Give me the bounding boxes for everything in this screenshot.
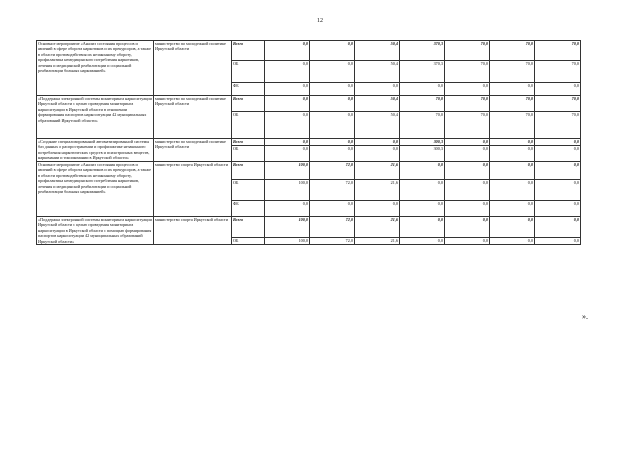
amount-cell: 0,0: [355, 201, 400, 217]
executor-cell: министерство спорта Иркутской области: [154, 162, 232, 217]
amount-cell: 50,4: [355, 41, 400, 61]
amount-cell: 0,0: [445, 180, 490, 201]
amount-cell: 0,0: [400, 238, 445, 245]
amount-cell: 100,0: [265, 217, 310, 238]
amount-cell: 0,0: [535, 217, 581, 238]
amount-cell: 0,0: [535, 201, 581, 217]
amount-cell: 0,0: [490, 201, 535, 217]
funding-table-body: [37, 41, 581, 245]
page-number: 12: [317, 18, 323, 24]
amount-cell: 70,0: [445, 112, 490, 139]
amount-cell: 70,0: [445, 96, 490, 112]
funding-source-cell: ОБ: [232, 146, 265, 162]
amount-cell: 0,0: [310, 41, 355, 61]
executor-cell: министерство по молодежной политике Иркутской области: [154, 96, 232, 139]
amount-cell: 0,0: [265, 83, 310, 96]
amount-cell: 0,0: [265, 61, 310, 83]
amount-cell: 0,0: [490, 217, 535, 238]
funding-source-cell: Всего: [232, 139, 265, 146]
amount-cell: 0,0: [310, 83, 355, 96]
amount-cell: 0,0: [310, 112, 355, 139]
executor-cell: министерство спорта Иркутской области: [154, 217, 232, 245]
amount-cell: 0,0: [400, 201, 445, 217]
amount-cell: 370,3: [400, 41, 445, 61]
amount-cell: 70,0: [400, 96, 445, 112]
amount-cell: 0,0: [535, 238, 581, 245]
amount-cell: 0,0: [445, 146, 490, 162]
amount-cell: 0,0: [490, 162, 535, 180]
amount-cell: 0,0: [355, 146, 400, 162]
amount-cell: 21,6: [355, 238, 400, 245]
funding-source-cell: ОБ: [232, 112, 265, 139]
funding-table: [36, 40, 581, 245]
amount-cell: 0,0: [535, 83, 581, 96]
amount-cell: 0,0: [535, 139, 581, 146]
amount-cell: 72,0: [310, 238, 355, 245]
table-row: [37, 96, 581, 112]
amount-cell: 0,0: [445, 162, 490, 180]
activity-name-cell: «Поддержка электронной системы мониторинга наркоситуации Иркутской области с целью проведения мониторинга наркоситуации в Иркутской области с помощью формирования паспортов наркоситуации 42 муниципальных образований Иркутской области»: [38, 217, 152, 244]
activity-name-cell: «Поддержка электронной системы мониторинга наркоситуации Иркутской области с целью проведения мониторинга наркоситуации в Иркутской области в отношении формирования паспортов наркоситуации 42 муниципальных образований Иркутской области»: [37, 96, 154, 139]
funding-source-cell: Всего: [232, 96, 265, 112]
funding-source-cell: ОБ: [232, 61, 265, 83]
amount-cell: 70,0: [445, 61, 490, 83]
amount-cell: 0,0: [310, 61, 355, 83]
amount-cell: 21,6: [355, 162, 400, 180]
amount-cell: 70,0: [490, 96, 535, 112]
amount-cell: 0,0: [265, 201, 310, 217]
amount-cell: 0,0: [535, 162, 581, 180]
amount-cell: 70,0: [490, 112, 535, 139]
amount-cell: 70,0: [535, 41, 581, 61]
amount-cell: 0,0: [490, 238, 535, 245]
table-row: [37, 41, 581, 61]
amount-cell: 0,0: [265, 112, 310, 139]
amount-cell: 300,3: [400, 139, 445, 146]
funding-source-cell: ОБ: [232, 238, 265, 245]
funding-source-cell: ФБ: [232, 201, 265, 217]
amount-cell: 0,0: [310, 146, 355, 162]
amount-cell: 100,0: [265, 238, 310, 245]
amount-cell: 50,4: [355, 61, 400, 83]
amount-cell: 70,0: [445, 41, 490, 61]
amount-cell: 0,0: [535, 180, 581, 201]
funding-source-cell: Всего: [232, 41, 265, 61]
amount-cell: 0,0: [445, 83, 490, 96]
table-row: [37, 139, 581, 146]
funding-source-cell: ФБ: [232, 83, 265, 96]
funding-source-cell: Всего: [232, 217, 265, 238]
amount-cell: 0,0: [310, 139, 355, 146]
activity-name-cell: Основное мероприятие «Анализ состояния процессов и явлений в сфере оборота наркотиков и их прекурсоров, а также в области противодействия их незаконному обороту, профилактика немедицинского потребления наркотиков, лечения и медицинской реабилитации и социальной реабилитации больных наркоманией»: [37, 41, 154, 96]
funding-source-cell: Всего: [232, 162, 265, 180]
funding-source-cell: ОБ: [232, 180, 265, 201]
amount-cell: 0,0: [400, 162, 445, 180]
amount-cell: 70,0: [535, 61, 581, 83]
amount-cell: 0,0: [400, 180, 445, 201]
amount-cell: 70,0: [490, 41, 535, 61]
closing-mark: ».: [582, 312, 588, 321]
amount-cell: 0,0: [445, 201, 490, 217]
executor-cell: министерство по молодежной политике Иркутской области: [154, 41, 232, 96]
amount-cell: 70,0: [535, 96, 581, 112]
amount-cell: 100,0: [265, 162, 310, 180]
amount-cell: 0,0: [445, 238, 490, 245]
amount-cell: 0,0: [265, 41, 310, 61]
amount-cell: 0,0: [490, 180, 535, 201]
amount-cell: 0,0: [265, 146, 310, 162]
amount-cell: 50,4: [355, 96, 400, 112]
activity-name-cell: Основное мероприятие «Анализ состояния процессов и явлений в сфере оборота наркотиков и их прекурсоров, а также в области противодействия их незаконному обороту, профилактика немедицинского потребления наркотиков, лечения и медицинской реабилитации и социальной реабилитации больных наркоманией»: [37, 162, 154, 217]
activity-name-cell: «Создание специализированной автоматизированной системы баз данных о распространении и профилактике незаконного потребления наркотических средств и психотропных веществ, наркомании и токсикомании в Иркутской области»: [37, 139, 154, 162]
amount-cell: 0,0: [265, 139, 310, 146]
amount-cell: 0,0: [265, 96, 310, 112]
amount-cell: 0,0: [355, 83, 400, 96]
amount-cell: 100,0: [265, 180, 310, 201]
amount-cell: 0,0: [490, 83, 535, 96]
amount-cell: 0,0: [490, 139, 535, 146]
amount-cell: 370,3: [400, 61, 445, 83]
table-row: [37, 162, 581, 180]
amount-cell: 0,0: [310, 201, 355, 217]
amount-cell: 0,0: [445, 139, 490, 146]
amount-cell: 0,0: [400, 83, 445, 96]
amount-cell: 0,0: [490, 146, 535, 162]
amount-cell: 70,0: [535, 112, 581, 139]
amount-cell: 72,0: [310, 162, 355, 180]
amount-cell: 21,6: [355, 217, 400, 238]
executor-cell: министерство по молодежной политике Иркутской области: [154, 139, 232, 162]
amount-cell: 0,0: [535, 146, 581, 162]
amount-cell: 0,0: [355, 139, 400, 146]
amount-cell: 50,4: [355, 112, 400, 139]
table-row: [37, 217, 581, 238]
amount-cell: 300,3: [400, 146, 445, 162]
amount-cell: 0,0: [310, 96, 355, 112]
amount-cell: 72,0: [310, 217, 355, 238]
amount-cell: 0,0: [400, 217, 445, 238]
amount-cell: 72,0: [310, 180, 355, 201]
amount-cell: 70,0: [400, 112, 445, 139]
amount-cell: 21,6: [355, 180, 400, 201]
amount-cell: 70,0: [490, 61, 535, 83]
amount-cell: 0,0: [445, 217, 490, 238]
